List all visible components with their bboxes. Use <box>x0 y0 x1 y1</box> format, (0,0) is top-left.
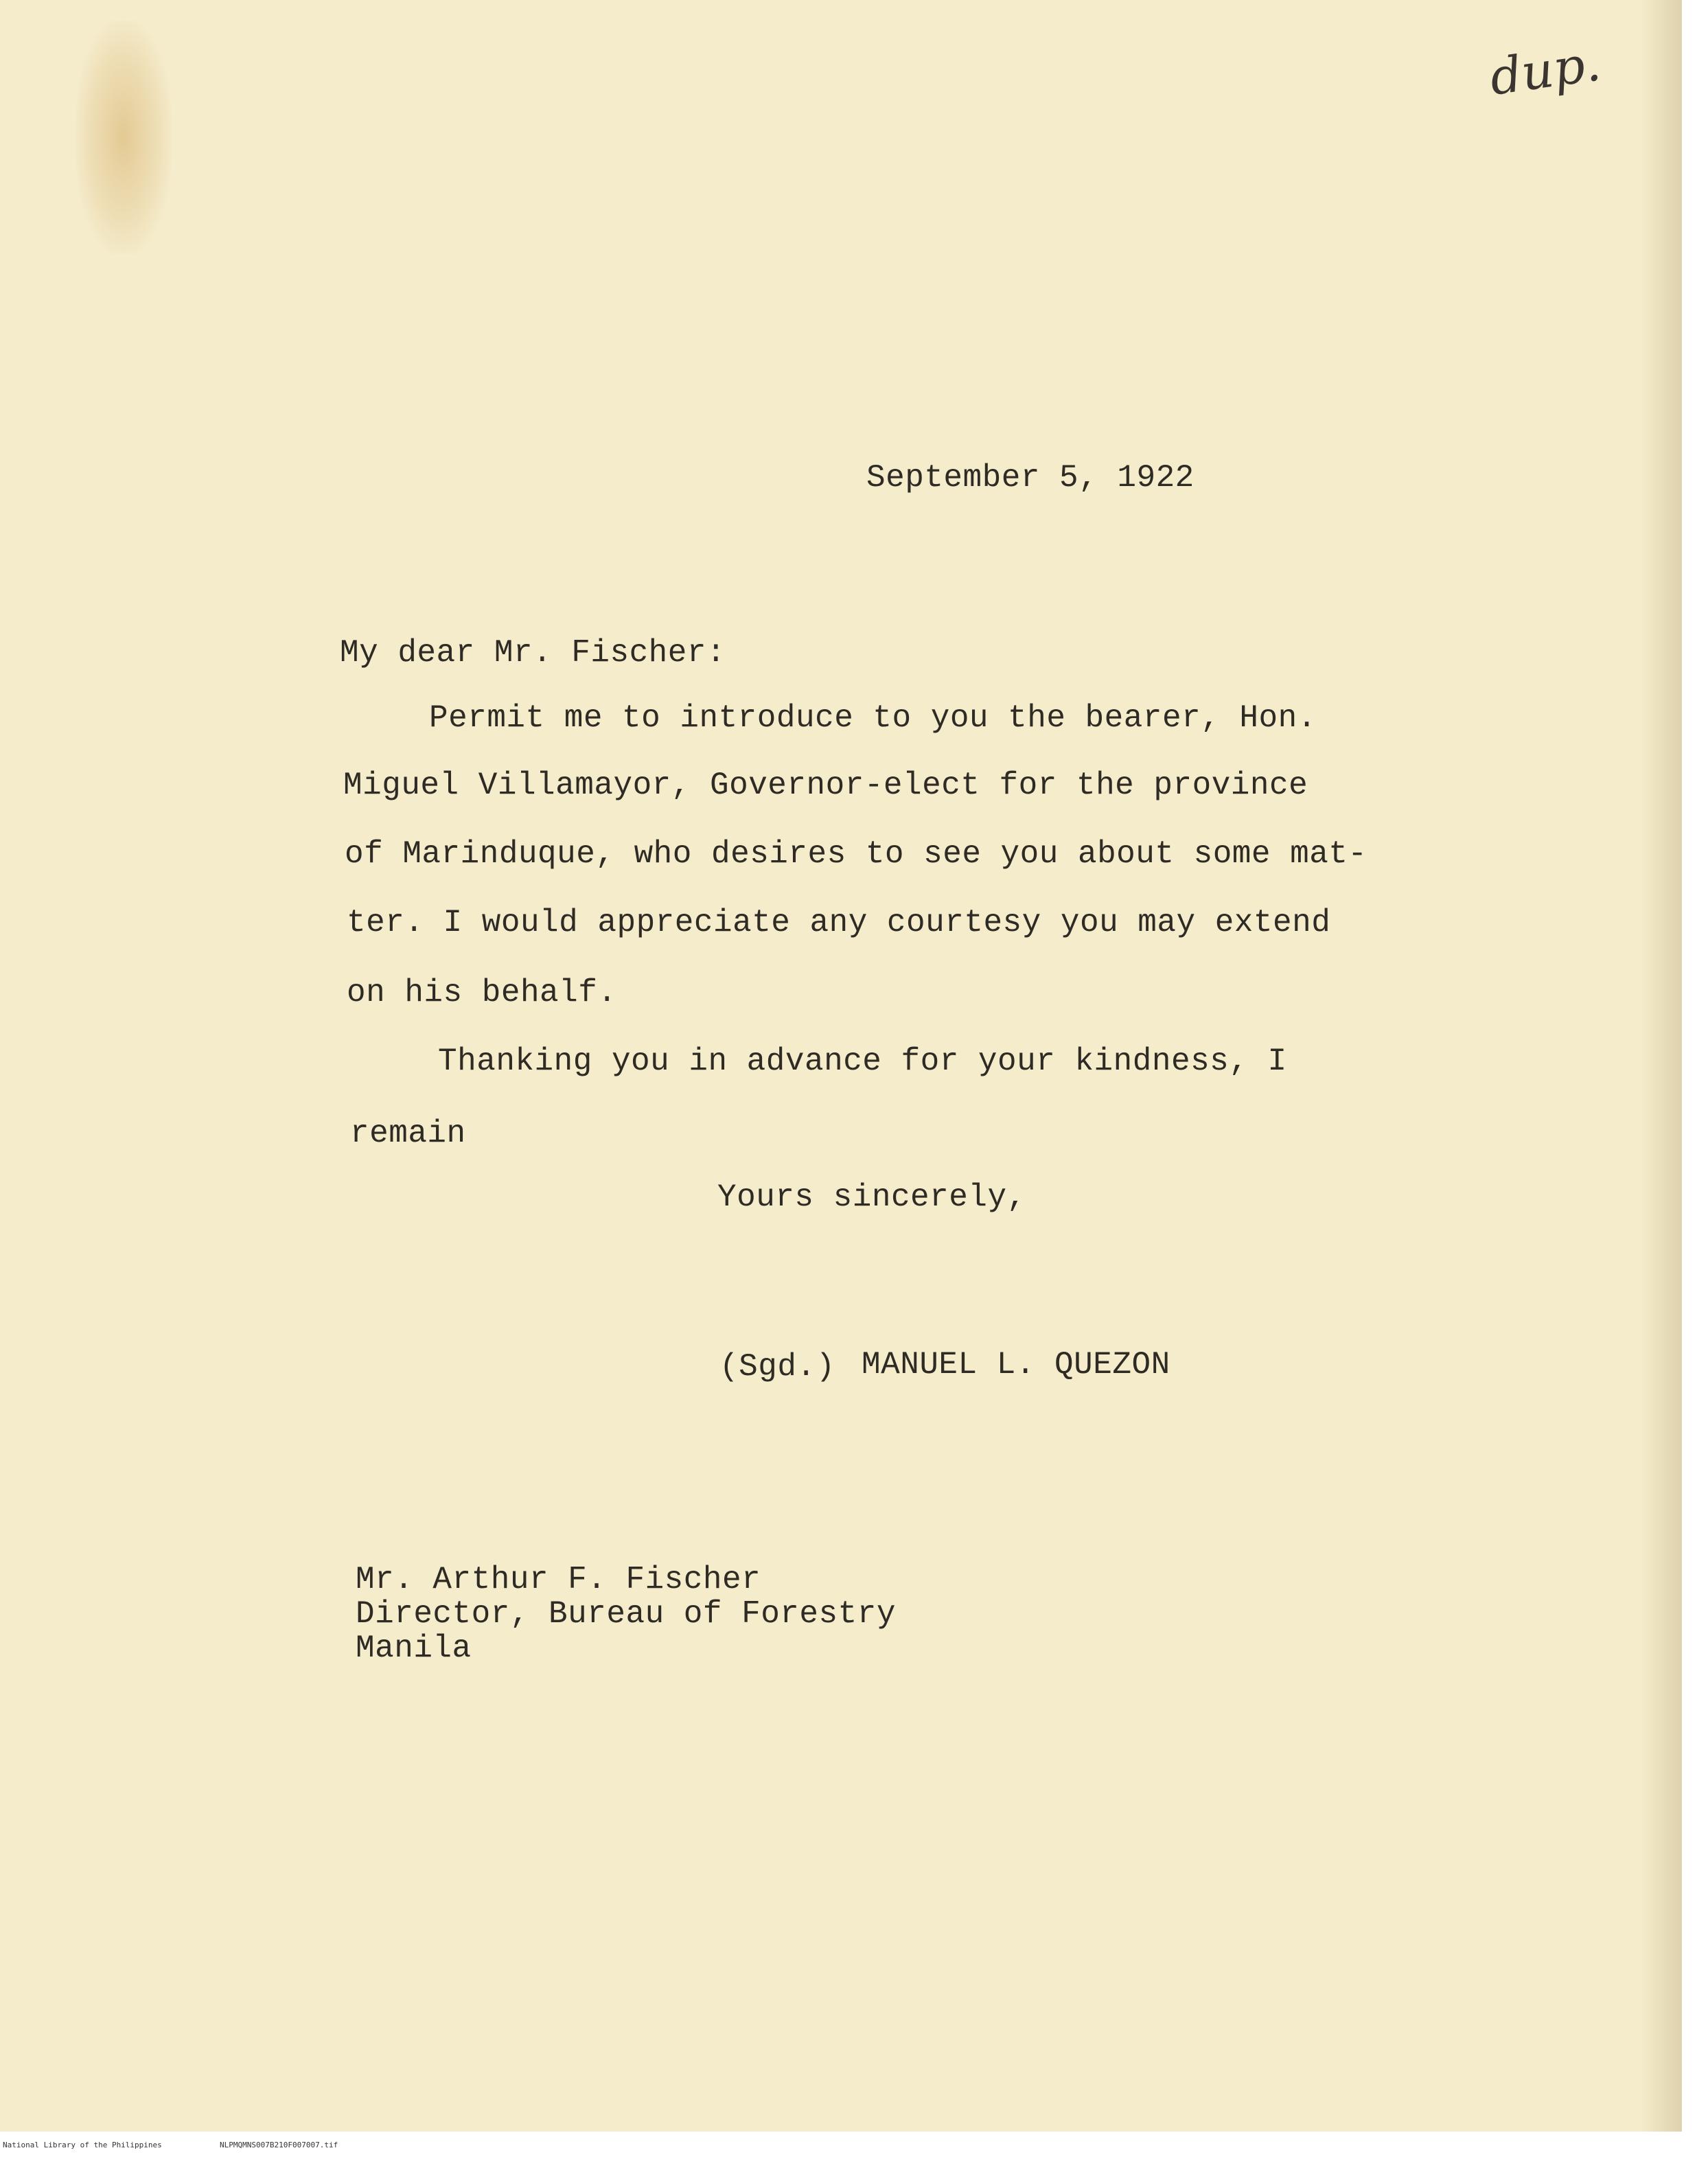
salutation: My dear Mr. Fischer: <box>340 635 726 671</box>
handwritten-annotation: dup. <box>1486 34 1604 106</box>
signature-name: MANUEL L. QUEZON <box>862 1347 1170 1383</box>
signature-prefix: (Sgd.) <box>719 1349 835 1385</box>
paper-edge-shadow <box>1641 0 1682 2132</box>
body-line: remain <box>350 1116 466 1151</box>
paper-stain <box>76 21 172 254</box>
body-line: Thanking you in advance for your kindness, I <box>438 1043 1287 1079</box>
body-line: Miguel Villamayor, Governor-elect for the province <box>343 768 1308 803</box>
footer-filename: NLPMQMNS007B210F007007.tif <box>220 2141 338 2149</box>
closing: Yours sincerely, <box>717 1179 1026 1215</box>
recipient-title: Director, Bureau of Forestry <box>356 1596 896 1632</box>
footer-library: National Library of the Philippines <box>3 2141 162 2149</box>
letter-date: September 5, 1922 <box>866 460 1195 496</box>
recipient-city: Manila <box>356 1630 472 1666</box>
body-line: ter. I would appreciate any courtesy you may extend <box>347 905 1331 941</box>
body-line: Permit me to introduce to you the bearer, Hon. <box>429 700 1317 736</box>
body-line: of Marinduque, who desires to see you about some mat- <box>345 836 1367 872</box>
body-line: on his behalf. <box>347 975 617 1011</box>
recipient-name: Mr. Arthur F. Fischer <box>356 1562 761 1597</box>
